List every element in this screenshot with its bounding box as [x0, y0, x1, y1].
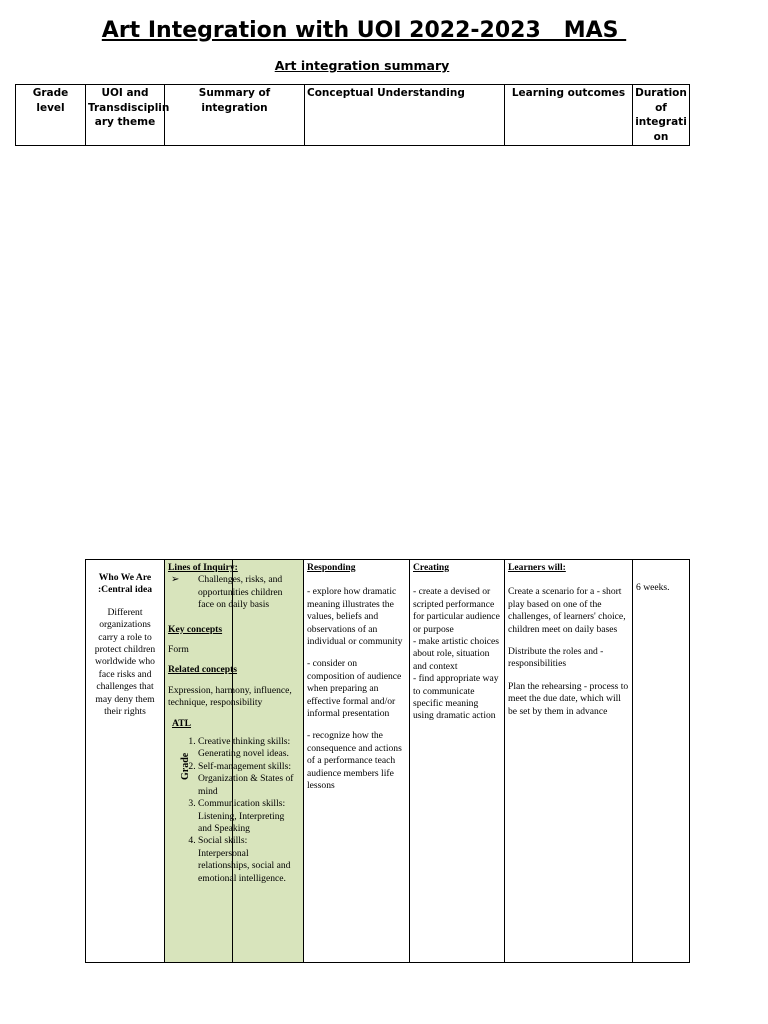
learners-item: Create a scenario for a - short play based on one of the challenges, of learners' choice, children meet on daily bases [508, 586, 626, 635]
header-duration: Duration of integrati on [633, 85, 690, 146]
responding-item: - consider on composition of audience when preparing an effective formal and/or informal presentation [307, 658, 402, 720]
header-outcomes: Learning outcomes [505, 85, 633, 146]
header-uoi: UOI and Transdisciplin ary theme [86, 85, 165, 146]
loi-heading: Lines of Inquiry: [168, 562, 238, 573]
atl-item: 1. Creative thinking skills: Generating novel ideas. [198, 736, 300, 761]
key-concepts-heading: Key concepts [168, 623, 223, 635]
creating-heading: Creating [413, 562, 450, 573]
document-subtitle: Art integration summary [274, 58, 450, 73]
table-row [86, 560, 690, 963]
related-concepts: Expression, harmony, influence, technique, responsibility [168, 684, 292, 709]
creating-item: - make artistic choices about role, situation and context [413, 636, 500, 672]
responding-item: - recognize how the consequence and actions of a performance teach audience members life lessons [307, 730, 402, 792]
header-grade-level: Grade level [16, 85, 86, 146]
learners-item: Distribute the roles and - responsibilities [508, 646, 604, 670]
learners-cell [505, 560, 633, 963]
grade-vertical-label: Grade [180, 752, 191, 780]
loi-item: ➢ Challenges, risks, and opportunities children face on daily basis [198, 574, 300, 611]
loi-list [168, 574, 300, 611]
duration-cell [633, 560, 690, 963]
uoi-cell [86, 560, 165, 963]
responding-item: - explore how dramatic meaning illustrates the values, beliefs and observations of an individual or community [307, 586, 403, 648]
header-conceptual: Conceptual Understanding [305, 85, 505, 146]
atl-item: 4. Social skills: Interpersonal relationships, social and emotional intelligence. [198, 835, 300, 885]
integration-table [85, 559, 690, 963]
learners-heading: Learners will: [508, 562, 566, 573]
header-summary: Summary of integration [165, 85, 305, 146]
header-table [15, 84, 690, 146]
responding-heading: Responding [307, 562, 356, 573]
responding-cell [304, 560, 410, 963]
central-idea: Different organizations carry a role to protect children worldwide who face risks and challenges that may deny them their rights [94, 606, 156, 718]
creating-item: - find appropriate way to communicate specific meaning using dramatic action [413, 673, 499, 722]
creating-cell [410, 560, 505, 963]
creating-item: - create a devised or scripted performance for particular audience or purpose [413, 586, 500, 635]
learners-item: Plan the rehearsing - process to meet the due date, which will be set by them in advance [508, 680, 629, 717]
atl-item: 3. Communication skills: Listening, Interpreting and Speaking [198, 798, 300, 835]
related-concepts-heading: Related concepts [168, 664, 238, 676]
key-concepts: Form [168, 644, 189, 656]
duration-value: 6 weeks. [636, 582, 670, 593]
atl-heading: ATL [172, 717, 192, 729]
atl-item: 2. Self-management skills: Organization & States of mind [198, 761, 300, 798]
uoi-title: Who We Are :Central idea [97, 572, 153, 596]
cell-divider [232, 560, 233, 962]
header-row [16, 85, 690, 146]
document-title: Art Integration with UOI 2022-2023 MAS [101, 18, 627, 43]
